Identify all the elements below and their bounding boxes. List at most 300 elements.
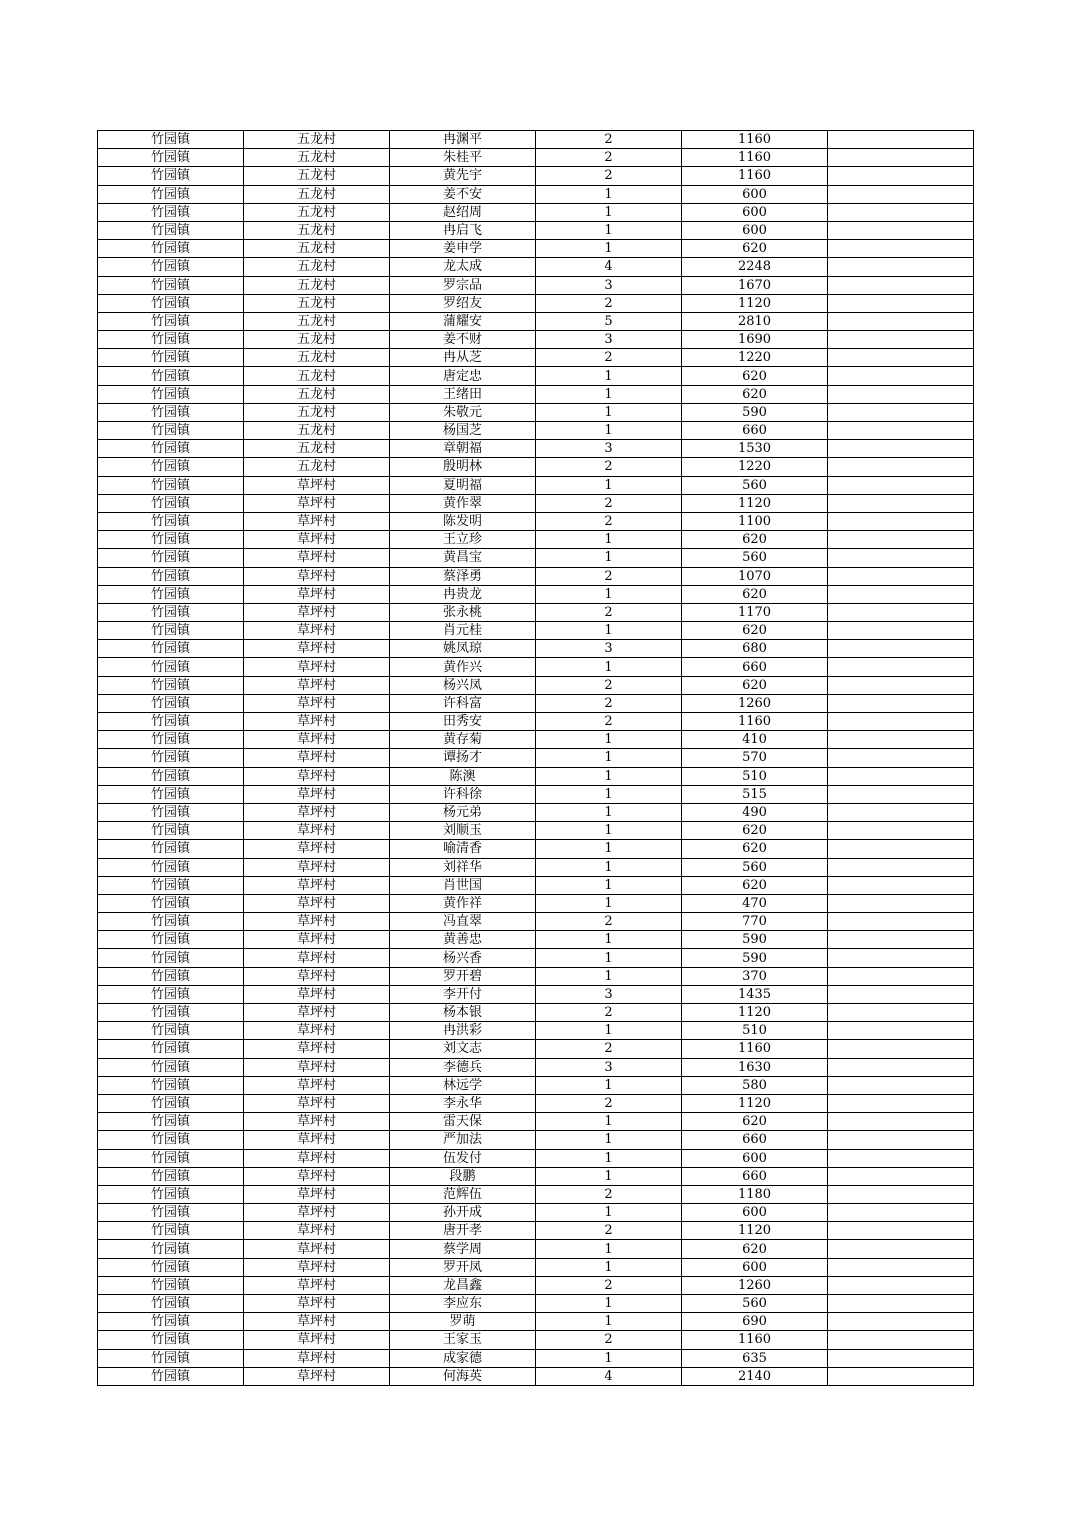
name-cell: 殷明林 <box>390 458 536 476</box>
town-cell: 竹园镇 <box>98 1349 244 1367</box>
town-cell: 竹园镇 <box>98 312 244 330</box>
name-cell: 王家玉 <box>390 1331 536 1349</box>
name-cell: 罗萌 <box>390 1313 536 1331</box>
town-cell: 竹园镇 <box>98 1076 244 1094</box>
table-row <box>98 567 974 585</box>
name-cell: 唐开孝 <box>390 1222 536 1240</box>
name-cell: 刘祥华 <box>390 858 536 876</box>
village-cell: 草坪村 <box>244 840 390 858</box>
village-cell: 草坪村 <box>244 894 390 912</box>
amount-cell: 635 <box>682 1349 828 1367</box>
town-cell: 竹园镇 <box>98 1113 244 1131</box>
village-cell: 草坪村 <box>244 1022 390 1040</box>
table-row <box>98 1022 974 1040</box>
village-cell: 草坪村 <box>244 567 390 585</box>
amount-cell: 410 <box>682 731 828 749</box>
remark-cell <box>828 622 974 640</box>
name-cell: 杨国芝 <box>390 422 536 440</box>
village-cell: 五龙村 <box>244 403 390 421</box>
count-cell: 1 <box>536 367 682 385</box>
town-cell: 竹园镇 <box>98 476 244 494</box>
remark-cell <box>828 221 974 239</box>
remark-cell <box>828 1331 974 1349</box>
table-row <box>98 822 974 840</box>
town-cell: 竹园镇 <box>98 1313 244 1331</box>
count-cell: 1 <box>536 658 682 676</box>
village-cell: 草坪村 <box>244 1222 390 1240</box>
amount-cell: 660 <box>682 658 828 676</box>
village-cell: 草坪村 <box>244 676 390 694</box>
remark-cell <box>828 1113 974 1131</box>
village-cell: 草坪村 <box>244 494 390 512</box>
amount-cell: 1260 <box>682 694 828 712</box>
count-cell: 2 <box>536 567 682 585</box>
count-cell: 2 <box>536 349 682 367</box>
count-cell: 2 <box>536 512 682 530</box>
village-cell: 五龙村 <box>244 367 390 385</box>
count-cell: 1 <box>536 731 682 749</box>
village-cell: 草坪村 <box>244 985 390 1003</box>
count-cell: 4 <box>536 1367 682 1385</box>
count-cell: 2 <box>536 713 682 731</box>
count-cell: 1 <box>536 785 682 803</box>
count-cell: 1 <box>536 203 682 221</box>
amount-cell: 560 <box>682 1295 828 1313</box>
town-cell: 竹园镇 <box>98 949 244 967</box>
amount-cell: 1120 <box>682 494 828 512</box>
table-row <box>98 949 974 967</box>
town-cell: 竹园镇 <box>98 1094 244 1112</box>
table-row <box>98 312 974 330</box>
table-row <box>98 767 974 785</box>
name-cell: 龙昌鑫 <box>390 1276 536 1294</box>
remark-cell <box>828 1058 974 1076</box>
town-cell: 竹园镇 <box>98 1276 244 1294</box>
remark-cell <box>828 694 974 712</box>
count-cell: 1 <box>536 1022 682 1040</box>
town-cell: 竹园镇 <box>98 531 244 549</box>
name-cell: 陈澳 <box>390 767 536 785</box>
town-cell: 竹园镇 <box>98 512 244 530</box>
village-cell: 草坪村 <box>244 603 390 621</box>
name-cell: 黄作翠 <box>390 494 536 512</box>
village-cell: 五龙村 <box>244 440 390 458</box>
village-cell: 草坪村 <box>244 1040 390 1058</box>
village-cell: 草坪村 <box>244 967 390 985</box>
table-row <box>98 221 974 239</box>
name-cell: 姜不财 <box>390 331 536 349</box>
name-cell: 冉洪彩 <box>390 1022 536 1040</box>
village-cell: 草坪村 <box>244 1131 390 1149</box>
table-row <box>98 967 974 985</box>
village-cell: 草坪村 <box>244 549 390 567</box>
village-cell: 草坪村 <box>244 1295 390 1313</box>
name-cell: 黄昌宝 <box>390 549 536 567</box>
name-cell: 朱敬元 <box>390 403 536 421</box>
name-cell: 刘顺玉 <box>390 822 536 840</box>
town-cell: 竹园镇 <box>98 640 244 658</box>
count-cell: 1 <box>536 949 682 967</box>
town-cell: 竹园镇 <box>98 221 244 239</box>
count-cell: 1 <box>536 1076 682 1094</box>
name-cell: 许科徐 <box>390 785 536 803</box>
amount-cell: 1435 <box>682 985 828 1003</box>
remark-cell <box>828 676 974 694</box>
village-cell: 五龙村 <box>244 258 390 276</box>
name-cell: 李永华 <box>390 1094 536 1112</box>
name-cell: 张永桃 <box>390 603 536 621</box>
name-cell: 冉贵龙 <box>390 585 536 603</box>
amount-cell: 620 <box>682 876 828 894</box>
amount-cell: 1160 <box>682 1040 828 1058</box>
name-cell: 王绪田 <box>390 385 536 403</box>
name-cell: 夏明福 <box>390 476 536 494</box>
table-row <box>98 258 974 276</box>
count-cell: 1 <box>536 1313 682 1331</box>
amount-cell: 620 <box>682 585 828 603</box>
amount-cell: 2810 <box>682 312 828 330</box>
table-row <box>98 585 974 603</box>
count-cell: 2 <box>536 1094 682 1112</box>
village-cell: 五龙村 <box>244 422 390 440</box>
remark-cell <box>828 603 974 621</box>
remark-cell <box>828 1313 974 1331</box>
amount-cell: 1260 <box>682 1276 828 1294</box>
amount-cell: 680 <box>682 640 828 658</box>
table-row <box>98 1331 974 1349</box>
amount-cell: 600 <box>682 1258 828 1276</box>
amount-cell: 590 <box>682 949 828 967</box>
town-cell: 竹园镇 <box>98 1258 244 1276</box>
village-cell: 草坪村 <box>244 1185 390 1203</box>
amount-cell: 1530 <box>682 440 828 458</box>
remark-cell <box>828 331 974 349</box>
amount-cell: 1120 <box>682 1222 828 1240</box>
town-cell: 竹园镇 <box>98 458 244 476</box>
amount-cell: 1690 <box>682 331 828 349</box>
table-row <box>98 349 974 367</box>
name-cell: 冉渊平 <box>390 131 536 149</box>
name-cell: 谭扬才 <box>390 749 536 767</box>
town-cell: 竹园镇 <box>98 1149 244 1167</box>
remark-cell <box>828 658 974 676</box>
remark-cell <box>828 876 974 894</box>
count-cell: 3 <box>536 1058 682 1076</box>
table-row <box>98 276 974 294</box>
name-cell: 刘文志 <box>390 1040 536 1058</box>
amount-cell: 560 <box>682 549 828 567</box>
count-cell: 1 <box>536 549 682 567</box>
town-cell: 竹园镇 <box>98 1040 244 1058</box>
town-cell: 竹园镇 <box>98 1167 244 1185</box>
table-row <box>98 731 974 749</box>
town-cell: 竹园镇 <box>98 494 244 512</box>
table-row <box>98 803 974 821</box>
village-cell: 草坪村 <box>244 767 390 785</box>
remark-cell <box>828 240 974 258</box>
table-row <box>98 1185 974 1203</box>
amount-cell: 1120 <box>682 294 828 312</box>
amount-cell: 510 <box>682 767 828 785</box>
name-cell: 成家德 <box>390 1349 536 1367</box>
remark-cell <box>828 1367 974 1385</box>
town-cell: 竹园镇 <box>98 1222 244 1240</box>
remark-cell <box>828 1349 974 1367</box>
count-cell: 1 <box>536 1113 682 1131</box>
village-cell: 草坪村 <box>244 1349 390 1367</box>
village-cell: 草坪村 <box>244 731 390 749</box>
amount-cell: 1170 <box>682 603 828 621</box>
remark-cell <box>828 458 974 476</box>
remark-cell <box>828 949 974 967</box>
remark-cell <box>828 785 974 803</box>
amount-cell: 1160 <box>682 167 828 185</box>
count-cell: 2 <box>536 676 682 694</box>
remark-cell <box>828 1040 974 1058</box>
village-cell: 草坪村 <box>244 1276 390 1294</box>
count-cell: 1 <box>536 422 682 440</box>
name-cell: 罗开凤 <box>390 1258 536 1276</box>
name-cell: 杨本银 <box>390 1004 536 1022</box>
table-row <box>98 749 974 767</box>
remark-cell <box>828 494 974 512</box>
town-cell: 竹园镇 <box>98 713 244 731</box>
name-cell: 杨兴香 <box>390 949 536 967</box>
name-cell: 李开付 <box>390 985 536 1003</box>
name-cell: 许科富 <box>390 694 536 712</box>
table-row <box>98 1240 974 1258</box>
amount-cell: 560 <box>682 476 828 494</box>
table-row <box>98 1004 974 1022</box>
count-cell: 1 <box>536 385 682 403</box>
count-cell: 1 <box>536 1295 682 1313</box>
count-cell: 1 <box>536 185 682 203</box>
village-cell: 草坪村 <box>244 1058 390 1076</box>
town-cell: 竹园镇 <box>98 913 244 931</box>
town-cell: 竹园镇 <box>98 803 244 821</box>
name-cell: 黄先宇 <box>390 167 536 185</box>
town-cell: 竹园镇 <box>98 967 244 985</box>
remark-cell <box>828 185 974 203</box>
village-cell: 五龙村 <box>244 221 390 239</box>
amount-cell: 515 <box>682 785 828 803</box>
table-row <box>98 494 974 512</box>
table-row <box>98 1167 974 1185</box>
name-cell: 罗宗品 <box>390 276 536 294</box>
name-cell: 蒲耀安 <box>390 312 536 330</box>
amount-cell: 620 <box>682 822 828 840</box>
town-cell: 竹园镇 <box>98 276 244 294</box>
count-cell: 2 <box>536 167 682 185</box>
village-cell: 草坪村 <box>244 694 390 712</box>
table-row <box>98 131 974 149</box>
town-cell: 竹园镇 <box>98 549 244 567</box>
town-cell: 竹园镇 <box>98 440 244 458</box>
remark-cell <box>828 312 974 330</box>
table-row <box>98 367 974 385</box>
town-cell: 竹园镇 <box>98 603 244 621</box>
count-cell: 2 <box>536 294 682 312</box>
table-row <box>98 603 974 621</box>
village-cell: 草坪村 <box>244 713 390 731</box>
town-cell: 竹园镇 <box>98 294 244 312</box>
amount-cell: 660 <box>682 1131 828 1149</box>
village-cell: 草坪村 <box>244 1094 390 1112</box>
remark-cell <box>828 803 974 821</box>
remark-cell <box>828 549 974 567</box>
name-cell: 赵绍周 <box>390 203 536 221</box>
village-cell: 草坪村 <box>244 1367 390 1385</box>
name-cell: 王立珍 <box>390 531 536 549</box>
table-row <box>98 1349 974 1367</box>
town-cell: 竹园镇 <box>98 258 244 276</box>
town-cell: 竹园镇 <box>98 567 244 585</box>
table-row <box>98 985 974 1003</box>
town-cell: 竹园镇 <box>98 1185 244 1203</box>
amount-cell: 1220 <box>682 349 828 367</box>
table-row <box>98 1131 974 1149</box>
name-cell: 范辉伍 <box>390 1185 536 1203</box>
amount-cell: 1160 <box>682 713 828 731</box>
amount-cell: 570 <box>682 749 828 767</box>
town-cell: 竹园镇 <box>98 1240 244 1258</box>
remark-cell <box>828 1076 974 1094</box>
village-cell: 草坪村 <box>244 1240 390 1258</box>
remark-cell <box>828 822 974 840</box>
remark-cell <box>828 1295 974 1313</box>
name-cell: 姜不安 <box>390 185 536 203</box>
count-cell: 1 <box>536 749 682 767</box>
amount-cell: 600 <box>682 185 828 203</box>
town-cell: 竹园镇 <box>98 585 244 603</box>
village-cell: 草坪村 <box>244 785 390 803</box>
amount-cell: 1120 <box>682 1004 828 1022</box>
table-row <box>98 185 974 203</box>
village-cell: 五龙村 <box>244 185 390 203</box>
town-cell: 竹园镇 <box>98 658 244 676</box>
count-cell: 1 <box>536 531 682 549</box>
table-row <box>98 512 974 530</box>
amount-cell: 620 <box>682 367 828 385</box>
name-cell: 孙开成 <box>390 1204 536 1222</box>
amount-cell: 590 <box>682 931 828 949</box>
remark-cell <box>828 913 974 931</box>
table-row <box>98 1094 974 1112</box>
remark-cell <box>828 403 974 421</box>
table-row <box>98 676 974 694</box>
count-cell: 5 <box>536 312 682 330</box>
count-cell: 3 <box>536 985 682 1003</box>
table-row <box>98 785 974 803</box>
remark-cell <box>828 276 974 294</box>
table-row <box>98 913 974 931</box>
table-row <box>98 440 974 458</box>
remark-cell <box>828 567 974 585</box>
town-cell: 竹园镇 <box>98 240 244 258</box>
town-cell: 竹园镇 <box>98 367 244 385</box>
remark-cell <box>828 585 974 603</box>
town-cell: 竹园镇 <box>98 985 244 1003</box>
count-cell: 3 <box>536 331 682 349</box>
amount-cell: 370 <box>682 967 828 985</box>
count-cell: 1 <box>536 767 682 785</box>
village-cell: 五龙村 <box>244 149 390 167</box>
remark-cell <box>828 349 974 367</box>
village-cell: 草坪村 <box>244 803 390 821</box>
amount-cell: 1160 <box>682 1331 828 1349</box>
town-cell: 竹园镇 <box>98 331 244 349</box>
remark-cell <box>828 713 974 731</box>
remark-cell <box>828 1204 974 1222</box>
table-row <box>98 149 974 167</box>
count-cell: 2 <box>536 1331 682 1349</box>
table-row <box>98 894 974 912</box>
table-row <box>98 1313 974 1331</box>
count-cell: 2 <box>536 1222 682 1240</box>
amount-cell: 1120 <box>682 1094 828 1112</box>
town-cell: 竹园镇 <box>98 694 244 712</box>
amount-cell: 770 <box>682 913 828 931</box>
table-row <box>98 658 974 676</box>
name-cell: 罗绍友 <box>390 294 536 312</box>
town-cell: 竹园镇 <box>98 403 244 421</box>
table-row <box>98 331 974 349</box>
table-row <box>98 1113 974 1131</box>
table-row <box>98 476 974 494</box>
remark-cell <box>828 1131 974 1149</box>
amount-cell: 1100 <box>682 512 828 530</box>
town-cell: 竹园镇 <box>98 185 244 203</box>
remark-cell <box>828 967 974 985</box>
table-row <box>98 876 974 894</box>
name-cell: 龙太成 <box>390 258 536 276</box>
name-cell: 章朝福 <box>390 440 536 458</box>
remark-cell <box>828 731 974 749</box>
count-cell: 1 <box>536 221 682 239</box>
table-row <box>98 203 974 221</box>
town-cell: 竹园镇 <box>98 167 244 185</box>
village-cell: 草坪村 <box>244 585 390 603</box>
count-cell: 2 <box>536 494 682 512</box>
remark-cell <box>828 149 974 167</box>
table-row <box>98 622 974 640</box>
town-cell: 竹园镇 <box>98 676 244 694</box>
amount-cell: 620 <box>682 531 828 549</box>
remark-cell <box>828 1004 974 1022</box>
count-cell: 1 <box>536 967 682 985</box>
name-cell: 蔡学周 <box>390 1240 536 1258</box>
name-cell: 肖世国 <box>390 876 536 894</box>
count-cell: 3 <box>536 276 682 294</box>
table-row <box>98 1258 974 1276</box>
name-cell: 杨兴凤 <box>390 676 536 694</box>
amount-cell: 470 <box>682 894 828 912</box>
count-cell: 1 <box>536 840 682 858</box>
table-row <box>98 1076 974 1094</box>
amount-cell: 1670 <box>682 276 828 294</box>
name-cell: 杨元弟 <box>390 803 536 821</box>
table-row <box>98 1295 974 1313</box>
village-cell: 草坪村 <box>244 1258 390 1276</box>
remark-cell <box>828 749 974 767</box>
name-cell: 喻清香 <box>390 840 536 858</box>
remark-cell <box>828 1149 974 1167</box>
town-cell: 竹园镇 <box>98 840 244 858</box>
count-cell: 1 <box>536 803 682 821</box>
amount-cell: 690 <box>682 1313 828 1331</box>
village-cell: 五龙村 <box>244 276 390 294</box>
remark-cell <box>828 476 974 494</box>
